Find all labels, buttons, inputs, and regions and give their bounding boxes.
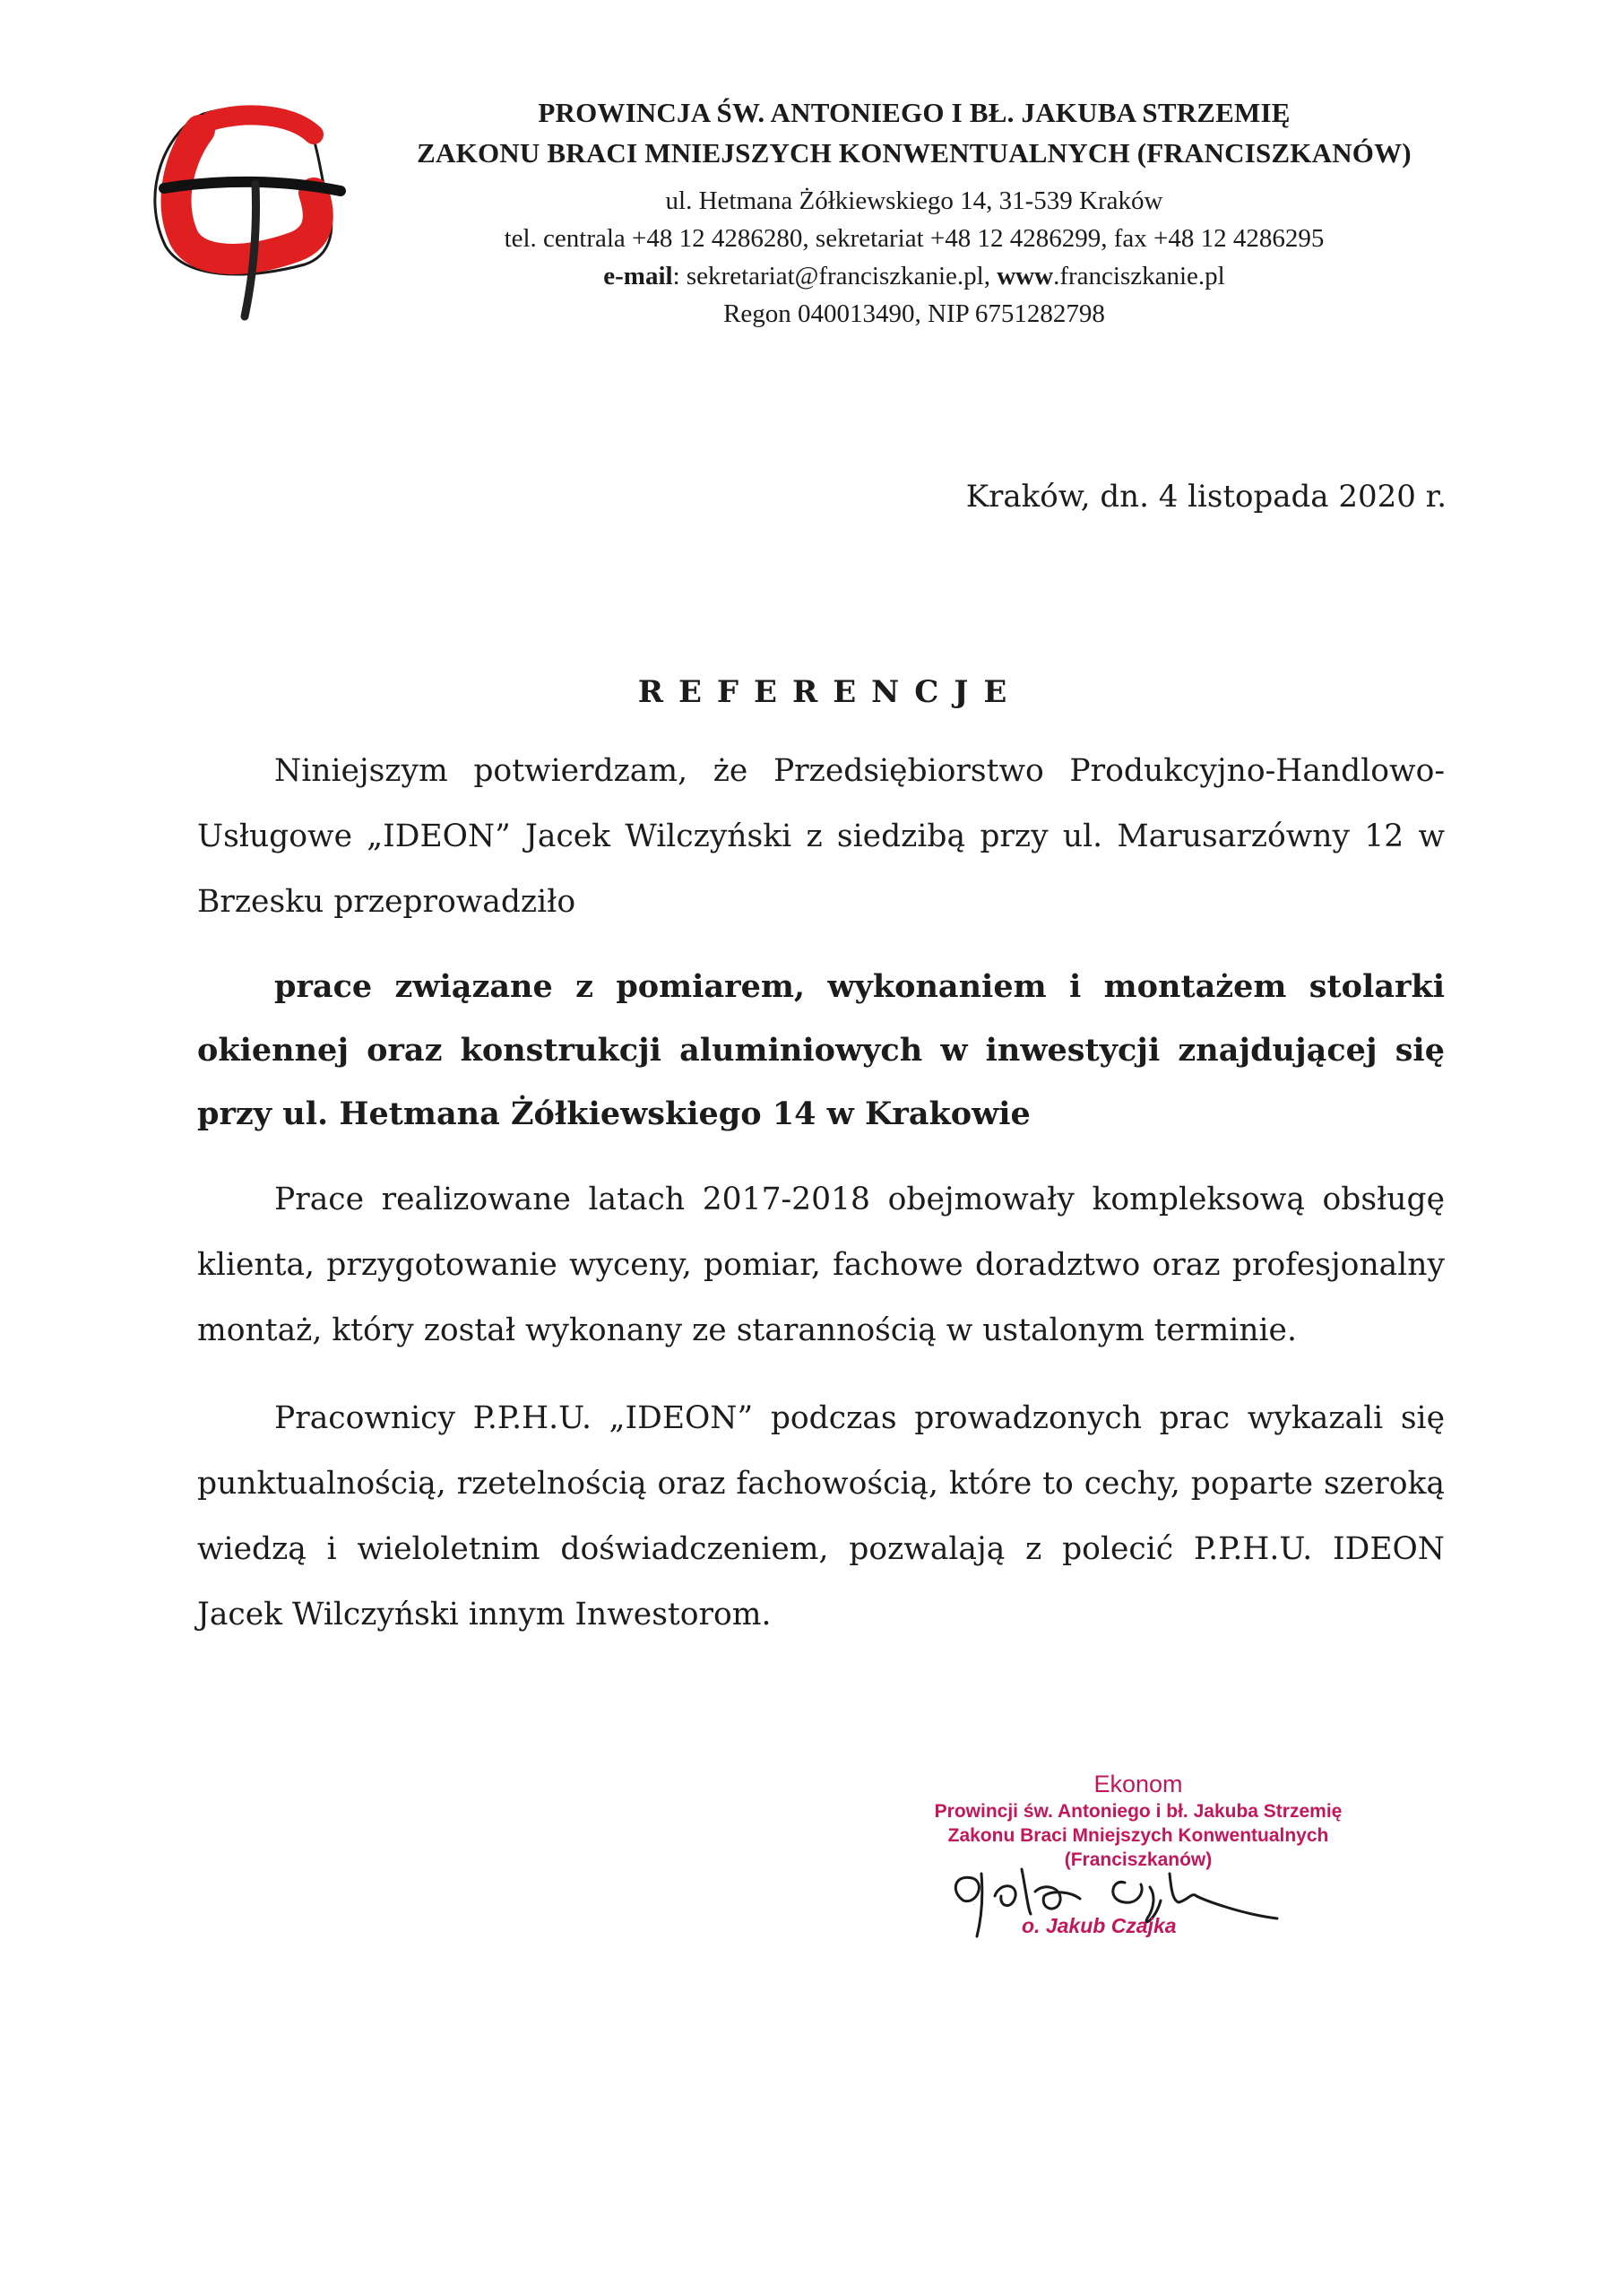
stamp-title: Ekonom [1093,1771,1183,1797]
stamp-line3: (Franciszkanów) [1064,1849,1213,1870]
letterhead-regon-nip: Regon 040013490, NIP 6751282798 [723,299,1105,328]
stamp-line2: Zakonu Braci Mniejszych Konwentualnych [947,1825,1329,1846]
document-title: REFERENCJE [637,674,1023,710]
letterhead-contact [296,262,1533,291]
www-value: .franciszkanie.pl [1053,262,1225,290]
letterhead-phones: tel. centrala +48 12 4286280, sekretariat +48 12 4286299, fax +48 12 4286295 [504,224,1325,253]
stamp-line1: Prowincji św. Antoniego i bł. Jakuba Strzemię [934,1801,1343,1822]
letterhead-address: ul. Hetmana Żółkiewskiego 14, 31-539 Kraków [665,186,1163,215]
paragraph-scope: prace związane z pomiarem, wykonaniem i montażem stolarki okiennej oraz konstrukcji aluminiowych w inwestycji znajdującej się przy ul. Hetmana Żółkiewskiego 14 w Krakowie [197,968,1445,1132]
letterhead-org-line2: ZAKONU BRACI MNIEJSZYCH KONWENTUALNYCH (FRANCISZKANÓW) [417,137,1412,169]
paragraph-intro: Niniejszym potwierdzam, że Przedsiębiorstwo Produkcyjno-Handlowo-Usługowe „IDEON” Jacek Wilczyński z siedzibą przy ul. Marusarzówny 12 w Brzesku przeprowadziło [197,753,1445,920]
paragraph-recommendation: Pracownicy P.P.H.U. „IDEON” podczas prowadzonych prac wykazali się punktualnością, rzetelnością oraz fachowością, które to cechy, poparte szeroką wiedzą i wieloletnim doświadczeniem, pozwalają z polecić P.P.H.U. IDEON Jacek Wilczyński innym Inwestorom. [197,1400,1445,1632]
email-label: e-mail [603,262,673,290]
email-value: : sekretariat@franciszkanie.pl, [672,262,998,290]
paragraph-details: Prace realizowane latach 2017-2018 obejmowały kompleksową obsługę klienta, przygotowanie wyceny, pomiar, fachowe doradztwo oraz profesjonalny montaż, który został wykonany ze starannością w ustalonym terminie. [197,1182,1445,1348]
www-label: www [997,262,1054,290]
letterhead-org-line1: PROWINCJA ŚW. ANTONIEGO I BŁ. JAKUBA STRZEMIĘ [538,97,1291,128]
stamp-signatory-name: o. Jakub Czajka [1022,1914,1177,1937]
letter-date: Kraków, dn. 4 listopada 2020 r. [965,479,1447,515]
